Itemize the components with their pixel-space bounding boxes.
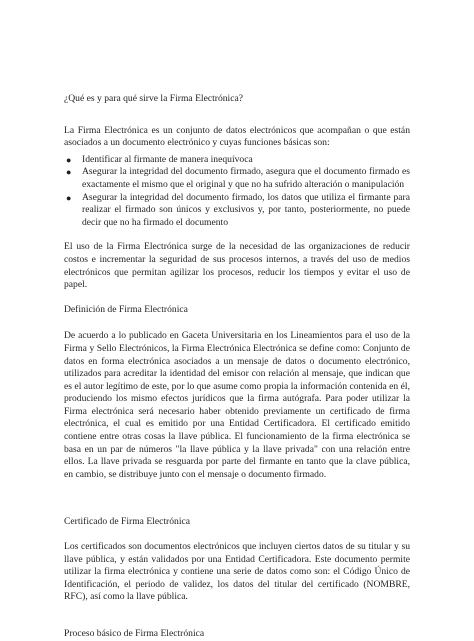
title-question: ¿Qué es y para qué sirve la Firma Electrónica? xyxy=(64,93,244,104)
list-item xyxy=(64,154,410,167)
definition-paragraph: De acuerdo a lo publicado en Gaceta Universitaria en los Lineamientos para el uso de la Firma y Sello Electrónicos, la Firma Electrónica Electrónica se define como: Conjunto de datos en forma electrónica asociados a un mensaje de datos o documento electrónico, utilizados para acreditar la identidad del emisor con relación al mensaje, que indican que es el autor legítimo de este, por lo que asume como propia la información contenida en él, produciendo los mismo efectos jurídicos que la firma autógrafa. Para poder utilizar la Firma electrónica será necesario haber obtenido previamente un certificado de firma electrónica, el cual es emitido por una Entidad Certificadora. El certificado emitido contiene entre otras cosas la llave pública. El funcionamiento de la firma electrónica se basa en un par de números "la llave pública y la llave privada" con una relación entre ellos. La llave privada se resguarda por parte del firmante en tanto que la clave pública, en cambio, se distribuye junto con el mensaje o documento firmado. xyxy=(64,330,410,480)
intro-paragraph: La Firma Electrónica es un conjunto de datos electrónicos que acompañan o que están asociados a un documento electrónico y cuyas funciones básicas son: xyxy=(64,124,410,149)
bullet-icon: ● xyxy=(66,192,72,203)
list-item xyxy=(64,192,410,230)
list-item xyxy=(64,166,410,191)
process-heading: Proceso básico de Firma Electrónica xyxy=(64,628,205,639)
definition-heading: Definición de Firma Electrónica xyxy=(64,303,188,315)
certificate-paragraph: Los certificados son documentos electrónicos que incluyen ciertos datos de su titular y su llave pública, y están validados por una Entidad Certificadora. Este documento permite utilizar la firma electrónica y contiene una serie de datos como son: el Código Único de Identificación, el periodo de validez, los datos del titular del certificado (NOMBRE, RFC), así como la llave pública. xyxy=(64,541,410,603)
bullet-icon: ● xyxy=(66,154,72,165)
list-item-text: Asegurar la integridad del documento firmado, asegura que el documento firmado es exactamente el mismo que el original y que no ha sufrido alteración o manipulación xyxy=(82,166,410,190)
list-item-text: Identificar al firmante de manera inequívoca xyxy=(82,153,253,165)
functions-list xyxy=(64,154,410,230)
bullet-icon: ● xyxy=(66,167,72,178)
list-item-text: Asegurar la integridad del documento firmado, los datos que utiliza el firmante para realizar el firmado son únicos y exclusivos y, por tanto, posteriormente, no puede decir que no ha firmado el documento xyxy=(82,191,410,228)
usage-paragraph: El uso de la Firma Electrónica surge de la necesidad de las organizaciones de reducir costos e incrementar la seguridad de sus procesos internos, a través del uso de medios electrónicos que permitan agilizar los procesos, reducir los tiempos y evitar el uso de papel. xyxy=(64,241,410,291)
certificate-heading: Certificado de Firma Electrónica xyxy=(64,516,190,528)
